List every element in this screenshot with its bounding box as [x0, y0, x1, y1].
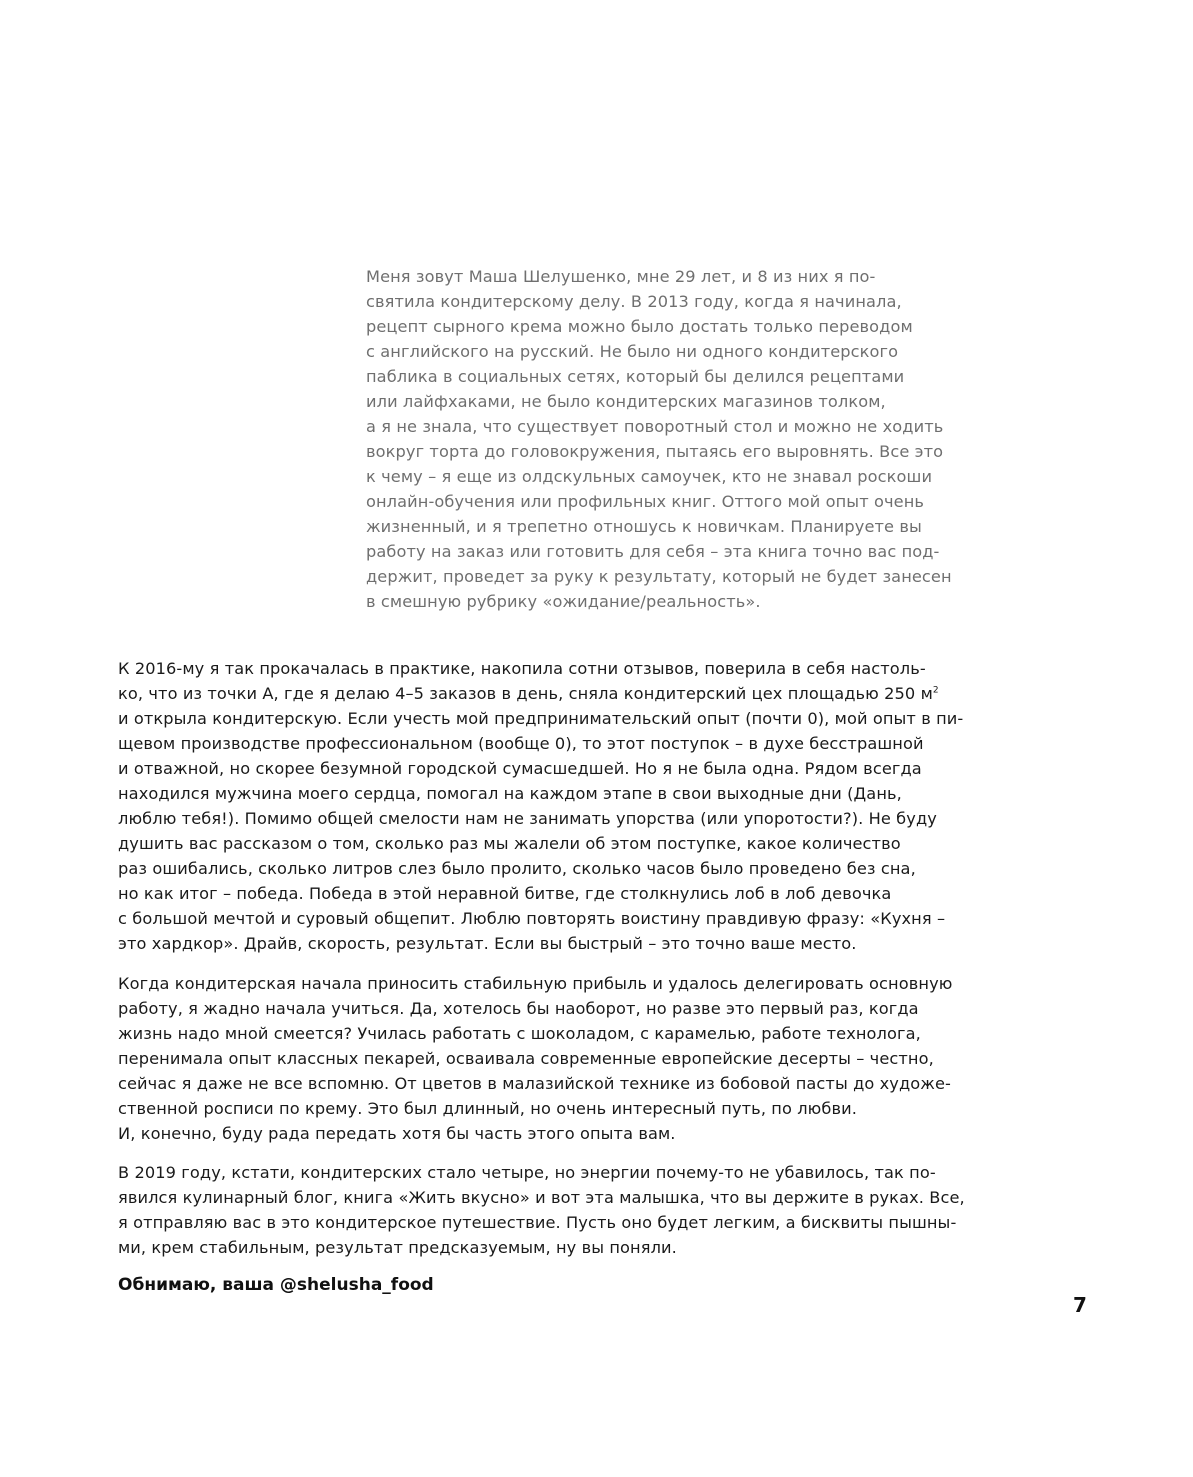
body-paragraph-1 [118, 656, 964, 956]
author-signoff: Обнимаю, ваша @shelusha_food [118, 1275, 434, 1295]
intro-line: рецепт сырного крема можно было достать только переводом [366, 317, 913, 336]
intro-line: паблика в социальных сетях, который бы делился рецептами [366, 367, 905, 386]
intro-line: к чему – я еще из олдскульных самоучек, кто не знавал роскоши [366, 467, 933, 486]
body-paragraph-2 [118, 971, 953, 1146]
body-line: явился кулинарный блог, книга «Жить вкусно» и вот эта малышка, что вы держите в руках. Все, [118, 1188, 965, 1207]
body-line: но как итог – победа. Победа в этой неравной битве, где столкнулись лоб в лоб девочка [118, 884, 892, 903]
body-line: щевом производстве профессиональном (вообще 0), то этот поступок – в духе бесстрашной [118, 734, 924, 753]
body-line-area [118, 681, 938, 706]
body-line: это хардкор». Драйв, скорость, результат. Если вы быстрый – это точно ваше место. [118, 934, 857, 953]
body-line: перенимала опыт классных пекарей, осваивала современные европейские десерты – честно, [118, 1049, 934, 1068]
intro-line: или лайфхаками, не было кондитерских магазинов толком, [366, 392, 886, 411]
intro-line: онлайн-обучения или профильных книг. Оттого мой опыт очень [366, 492, 925, 511]
intro-line: работу на заказ или готовить для себя – эта книга точно вас под- [366, 542, 940, 561]
body-line: работу, я жадно начала учиться. Да, хотелось бы наоборот, но разве это первый раз, когда [118, 999, 919, 1018]
body-line: сейчас я даже не все вспомню. От цветов в малазийской технике из бобовой пасты до художе- [118, 1074, 951, 1093]
body-line: и отважной, но скорее безумной городской сумасшедшей. Но я не была одна. Рядом всегда [118, 759, 922, 778]
body-line: я отправляю вас в это кондитерское путешествие. Пусть оно будет легким, а бисквиты пышны- [118, 1213, 957, 1232]
body-line: И, конечно, буду рада передать хотя бы часть этого опыта вам. [118, 1124, 676, 1143]
body-line: ми, крем стабильным, результат предсказуемым, ну вы поняли. [118, 1238, 677, 1257]
intro-line: святила кондитерскому делу. В 2013 году, когда я начинала, [366, 292, 902, 311]
intro-line: вокруг торта до головокружения, пытаясь его выровнять. Все это [366, 442, 944, 461]
body-paragraph-3 [118, 1160, 965, 1260]
body-line: душить вас рассказом о том, сколько раз мы жалели об этом поступке, какое количество [118, 834, 901, 853]
body-line: находился мужчина моего сердца, помогал на каждом этапе в свои выходные дни (Дань, [118, 784, 902, 803]
intro-line: а я не знала, что существует поворотный стол и можно не ходить [366, 417, 944, 436]
superscript-square: 2 [932, 685, 939, 696]
intro-line: Меня зовут Маша Шелушенко, мне 29 лет, и 8 из них я по- [366, 267, 876, 286]
body-line: жизнь надо мной смеется? Училась работать с шоколадом, с карамелью, работе технолога, [118, 1024, 921, 1043]
body-line: Когда кондитерская начала приносить стабильную прибыль и удалось делегировать основную [118, 974, 953, 993]
intro-line: с английского на русский. Не было ни одного кондитерского [366, 342, 899, 361]
intro-line: жизненный, и я трепетно отношусь к новичкам. Планируете вы [366, 517, 922, 536]
body-line: с большой мечтой и суровый общепит. Люблю повторять воистину правдивую фразу: «Кухня – [118, 909, 946, 928]
body-line: В 2019 году, кстати, кондитерских стало четыре, но энергии почему-то не убавилось, так по- [118, 1163, 936, 1182]
intro-line: в смешную рубрику «ожидание/реальность». [366, 592, 761, 611]
intro-paragraph [366, 264, 952, 614]
body-line: К 2016-му я так прокачалась в практике, накопила сотни отзывов, поверила в себя настоль- [118, 659, 926, 678]
body-line-text: ко, что из точки А, где я делаю 4–5 заказов в день, сняла кондитерский цех площадью 250 м [118, 684, 933, 703]
intro-line: держит, проведет за руку к результату, который не будет занесен [366, 567, 952, 586]
body-line: раз ошибались, сколько литров слез было пролито, сколько часов было проведено без сна, [118, 859, 916, 878]
body-line: и открыла кондитерскую. Если учесть мой предпринимательский опыт (почти 0), мой опыт в пи- [118, 709, 964, 728]
body-line: ственной росписи по крему. Это был длинный, но очень интересный путь, по любви. [118, 1099, 858, 1118]
page-number: 7 [1073, 1293, 1087, 1317]
body-line: люблю тебя!). Помимо общей смелости нам не занимать упорства (или упоротости?). Не буду [118, 809, 937, 828]
